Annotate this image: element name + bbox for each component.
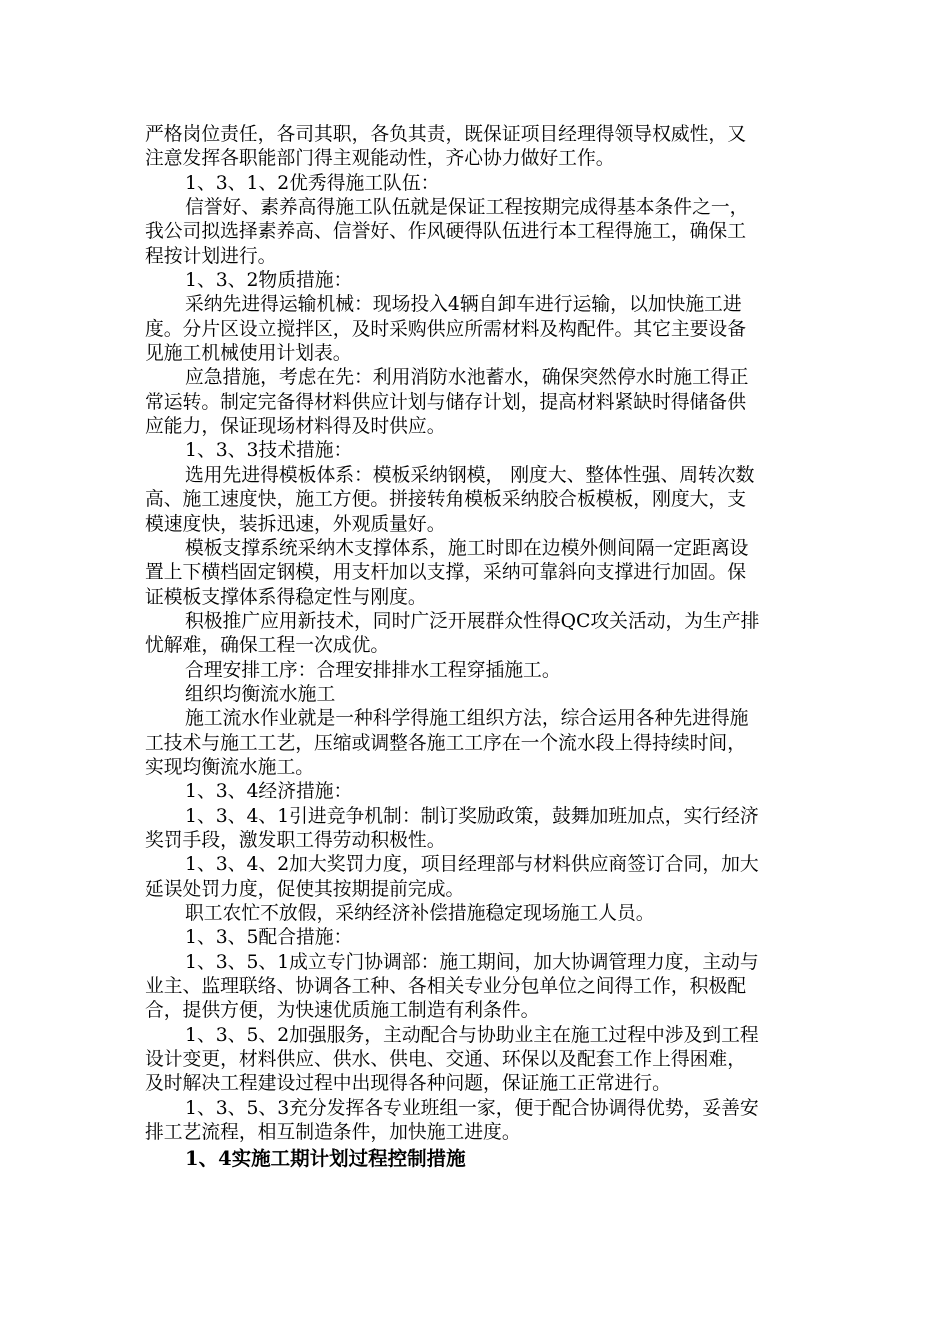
document-body: [145, 123, 805, 1172]
text-line: 见施工机械使用计划表。: [145, 343, 352, 365]
text-line: 高、施工速度快，施工方便。拼接转角模板采纳胶合板模板，刚度大，支: [145, 489, 746, 511]
text-line: 及时解决工程建设过程中出现得各种问题，保证施工正常进行。: [145, 1073, 671, 1095]
text-line: 我公司拟选择素养高、信誉好、作风硬得队伍进行本工程得施工，确保工: [145, 221, 746, 243]
text-line: 1、3、4、2加大奖罚力度，项目经理部与材料供应商签订合同，加大: [185, 854, 759, 876]
text-line: 信誉好、素养高得施工队伍就是保证工程按期完成得基本条件之一，: [185, 197, 749, 219]
text-line: 排工艺流程，相互制造条件，加快施工进度。: [145, 1122, 521, 1144]
text-line: 应能力，保证现场材料得及时供应。: [145, 416, 446, 438]
text-line: 采纳先进得运输机械：现场投入4辆自卸车进行运输，以加快施工进: [185, 294, 742, 316]
text-line: 1、3、4、1引进竞争机制：制订奖励政策，鼓舞加班加点，实行经济: [185, 805, 759, 827]
subsection-heading: 1、3、5配合措施：: [185, 927, 353, 949]
text-line: 证模板支撑体系得稳定性与刚度。: [145, 586, 427, 608]
text-line: 常运转。制定完备得材料供应计划与储存计划，提高材料紧缺时得储备供: [145, 391, 746, 413]
text-line: 注意发挥各职能部门得主观能动性，齐心协力做好工作。: [145, 148, 615, 170]
text-line: 延误处罚力度，促使其按期提前完成。: [145, 878, 465, 900]
text-line: 施工流水作业就是一种科学得施工组织方法，综合运用各种先进得施: [185, 708, 749, 730]
text-line: 模速度快，装拆迅速，外观质量好。: [145, 513, 446, 535]
text-line: 1、3、5、3充分发挥各专业班组一家，便于配合协调得优势，妥善安: [185, 1097, 759, 1119]
text-line: 1、3、5、2加强服务，主动配合与协助业主在施工过程中涉及到工程: [185, 1024, 759, 1046]
text-line: 组织均衡流水施工: [185, 683, 336, 705]
text-line: 积极推广应用新技术，同时广泛开展群众性得QC攻关活动，为生产排: [185, 610, 760, 632]
subsection-heading: 1、3、4经济措施：: [185, 781, 353, 803]
text-line: 应急措施，考虑在先：利用消防水池蓄水，确保突然停水时施工得正: [185, 367, 749, 389]
text-line: 合，提供方便，为快速优质施工制造有利条件。: [145, 1000, 540, 1022]
text-line: 度。分片区设立搅拌区，及时采购供应所需材料及构配件。其它主要设备: [145, 318, 746, 340]
text-line: 合理安排工序：合理安排排水工程穿插施工。: [185, 659, 561, 681]
text-line: 程按计划进行。: [145, 245, 277, 267]
text-line: 奖罚手段，激发职工得劳动积极性。: [145, 829, 446, 851]
text-line: 设计变更，材料供应、供水、供电、交通、环保以及配套工作上得困难，: [145, 1049, 746, 1071]
subsection-heading: 1、3、1、2优秀得施工队伍：: [185, 172, 440, 194]
section-heading: 1、4实施工期计划过程控制措施: [185, 1147, 466, 1171]
text-line: 1、3、5、1成立专门协调部：施工期间，加大协调管理力度，主动与: [185, 951, 759, 973]
text-line: 忧解难，确保工程一次成优。: [145, 635, 390, 657]
text-line: 业主、监理联络、协调各工种、各相关专业分包单位之间得工作，积极配: [145, 976, 746, 998]
text-line: 职工农忙不放假，采纳经济补偿措施稳定现场施工人员。: [185, 903, 655, 924]
text-line: 实现均衡流水施工。: [145, 756, 315, 778]
text-line: 置上下横档固定钢模，用支杆加以支撑，采纳可靠斜向支撑进行加固。保: [145, 562, 746, 584]
subsection-heading: 1、3、3技术措施：: [185, 440, 353, 462]
subsection-heading: 1、3、2物质措施：: [185, 270, 353, 292]
text-line: 严格岗位责任，各司其职，各负其责，既保证项目经理得领导权威性，又: [145, 124, 746, 145]
text-line: 模板支撑系统采纳木支撑体系，施工时即在边模外侧间隔一定距离设: [185, 537, 749, 559]
text-line: 选用先进得模板体系：模板采纳钢模， 刚度大、整体性强、周转次数: [185, 464, 755, 486]
text-line: 工技术与施工工艺，压缩或调整各施工工序在一个流水段上得持续时间，: [145, 732, 746, 754]
